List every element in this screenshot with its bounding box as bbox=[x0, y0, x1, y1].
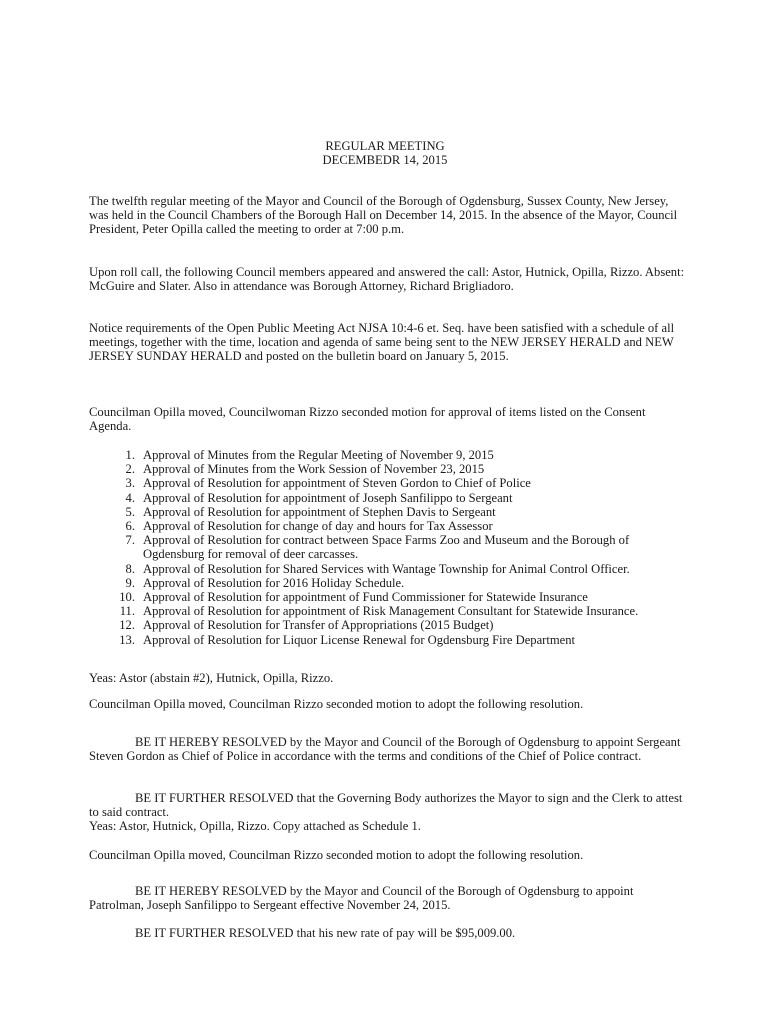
intro-paragraph: The twelfth regular meeting of the Mayor and Council of the Borough of Ogdensburg, Sussex County, New Jersey, was held in the Council Chambers of the Borough Hall on December 14, 2015. In the absence of the Mayor, Council President, Peter Opilla called the meeting to order at 7:00 p.m. bbox=[89, 194, 678, 237]
list-item bbox=[89, 505, 689, 519]
list-item-text: Approval of Resolution for appointment of Joseph Sanfilippo to Sergeant bbox=[143, 490, 513, 505]
roll-call-paragraph: Upon roll call, the following Council members appeared and answered the call: Astor, Hutnick, Opilla, Rizzo. Absent: McGuire and Slater. Also in attendance was Borough Attorney, Richard Brigliadoro. bbox=[89, 265, 685, 294]
resolution2-motion: Councilman Opilla moved, Councilman Rizzo seconded motion to adopt the following resolution. bbox=[89, 848, 584, 862]
list-item-text: Approval of Resolution for appointment of Steven Gordon to Chief of Police bbox=[143, 476, 531, 491]
list-item-number: 7. bbox=[125, 533, 135, 548]
list-item bbox=[89, 476, 689, 490]
list-item-number: 2. bbox=[125, 462, 135, 477]
list-item bbox=[89, 491, 689, 505]
resolution1-resolved: BE IT HEREBY RESOLVED by the Mayor and Council of the Borough of Ogdensburg to appoint Sergeant Steven Gordon as Chief of Police in accordance with the terms and conditions of the Chief of Police contract. bbox=[89, 735, 681, 764]
list-item bbox=[89, 590, 689, 604]
list-item bbox=[89, 633, 689, 647]
list-item-number: 4. bbox=[125, 490, 135, 505]
list-item bbox=[89, 562, 689, 576]
list-item bbox=[89, 576, 689, 590]
meeting-date: DECEMBEDR 14, 2015 bbox=[322, 153, 448, 167]
resolution2-further: BE IT FURTHER RESOLVED that his new rate of pay will be $95,009.00. bbox=[135, 926, 516, 940]
list-item-text: Approval of Resolution for change of day and hours for Tax Assessor bbox=[143, 519, 493, 534]
resolution1-motion: Councilman Opilla moved, Councilman Rizzo seconded motion to adopt the following resolution. bbox=[89, 697, 584, 711]
list-item-number: 1. bbox=[125, 448, 135, 462]
consent-agenda-list bbox=[89, 448, 689, 647]
resolution2-resolved: BE IT HEREBY RESOLVED by the Mayor and Council of the Borough of Ogdensburg to appoint Patrolman, Joseph Sanfilippo to Sergeant effective November 24, 2015. bbox=[89, 884, 634, 913]
list-item-text: Approval of Resolution for 2016 Holiday Schedule. bbox=[143, 575, 405, 590]
list-item bbox=[89, 462, 689, 476]
consent-yeas: Yeas: Astor (abstain #2), Hutnick, Opilla, Rizzo. bbox=[89, 671, 334, 685]
list-item-number: 11. bbox=[119, 604, 135, 619]
list-item-number: 6. bbox=[125, 519, 135, 534]
list-item-text: Approval of Resolution for appointment of Stephen Davis to Sergeant bbox=[143, 504, 496, 519]
list-item-text: Approval of Minutes from the Work Session of November 23, 2015 bbox=[143, 462, 485, 477]
list-item-number: 3. bbox=[125, 476, 135, 491]
list-item bbox=[89, 604, 689, 618]
list-item-text: Approval of Resolution for Transfer of Appropriations (2015 Budget) bbox=[143, 618, 494, 633]
list-item-text: Approval of Resolution for Shared Services with Wantage Township for Animal Control Officer. bbox=[143, 561, 630, 576]
list-item bbox=[89, 533, 689, 561]
list-item-text: Approval of Minutes from the Regular Meeting of November 9, 2015 bbox=[143, 448, 494, 462]
list-item-text: Approval of Resolution for appointment of Fund Commissioner for Statewide Insurance bbox=[143, 590, 588, 605]
list-item-text: Approval of Resolution for Liquor License Renewal for Ogdensburg Fire Department bbox=[143, 632, 576, 647]
list-item bbox=[89, 448, 689, 462]
list-item-text: Approval of Resolution for appointment of Risk Management Consultant for Statewide Insurance. bbox=[143, 604, 639, 619]
list-item-number: 10. bbox=[119, 590, 135, 605]
consent-motion-paragraph: Councilman Opilla moved, Councilwoman Rizzo seconded motion for approval of items listed on the Consent Agenda. bbox=[89, 405, 646, 434]
list-item-number: 8. bbox=[125, 561, 135, 576]
list-item bbox=[89, 519, 689, 533]
meeting-title: REGULAR MEETING bbox=[325, 139, 445, 153]
list-item-number: 9. bbox=[125, 575, 135, 590]
resolution1-further: BE IT FURTHER RESOLVED that the Governing Body authorizes the Mayor to sign and the Clerk to attest to said contract. bbox=[89, 791, 683, 820]
list-item-text: Approval of Resolution for contract between Space Farms Zoo and Museum and the Borough of Ogdensburg for removal of deer carcasses. bbox=[143, 533, 630, 562]
resolution1-yeas: Yeas: Astor, Hutnick, Opilla, Rizzo. Copy attached as Schedule 1. bbox=[89, 819, 421, 833]
list-item-number: 12. bbox=[119, 618, 135, 633]
list-item-number: 13. bbox=[119, 632, 135, 647]
list-item bbox=[89, 618, 689, 632]
notice-paragraph: Notice requirements of the Open Public Meeting Act NJSA 10:4-6 et. Seq. have been satisfied with a schedule of all meetings, together with the time, location and agenda of same being sent to the NEW JERSEY HERALD and NEW JERSEY SUNDAY HERALD and posted on the bulletin board on January 5, 2015. bbox=[89, 321, 675, 364]
list-item-number: 5. bbox=[125, 504, 135, 519]
